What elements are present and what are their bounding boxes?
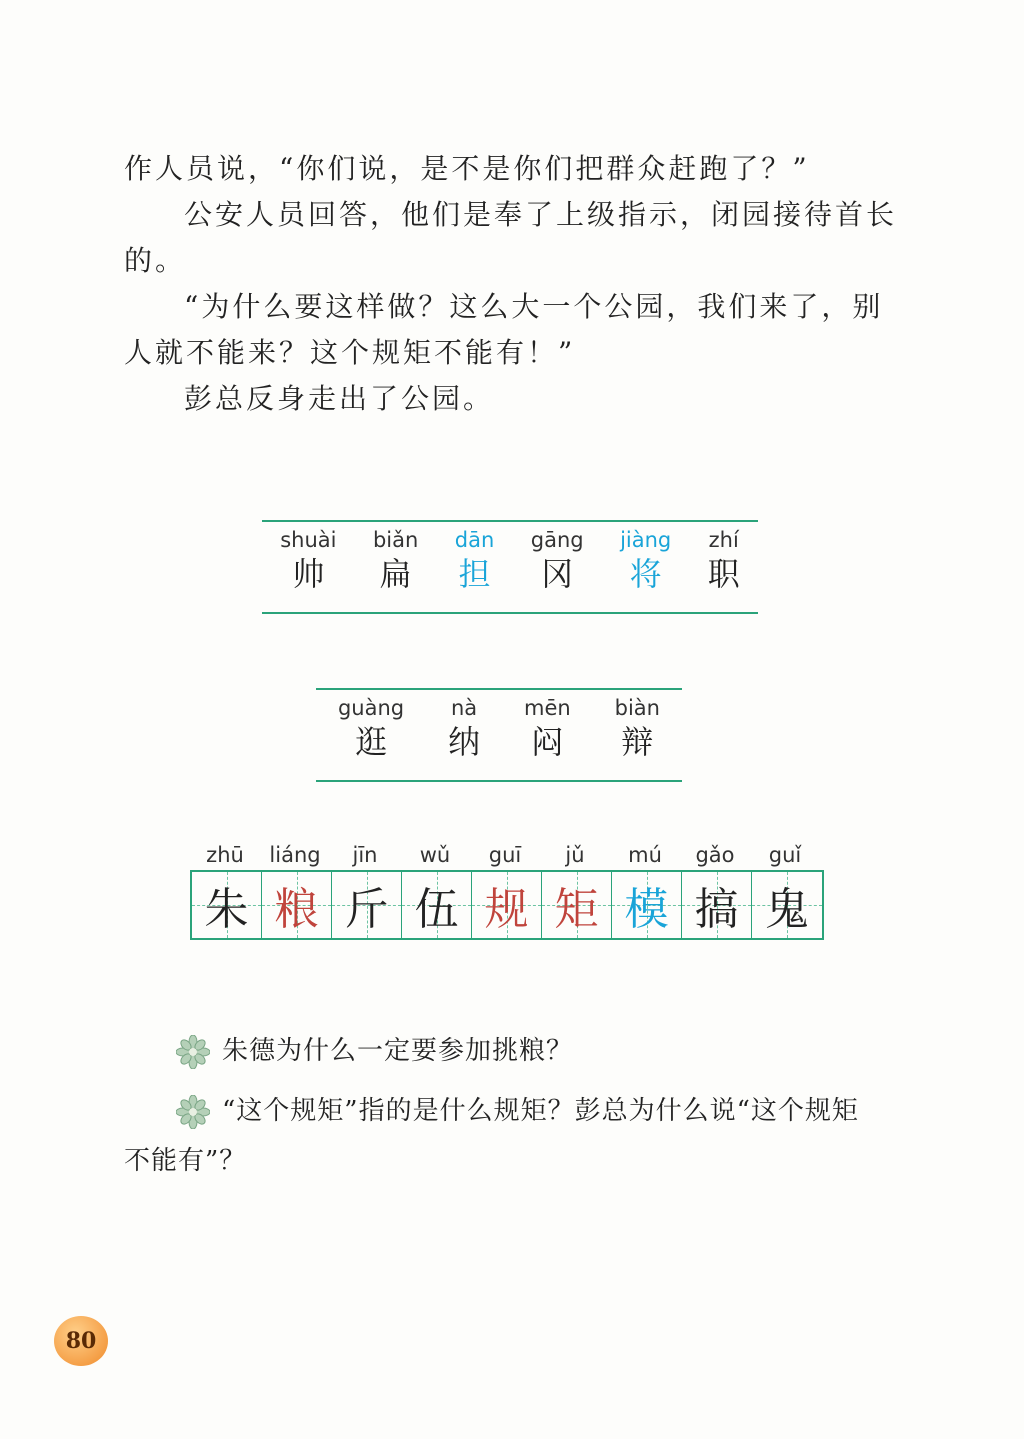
hanzi-character: 帅 — [292, 555, 325, 593]
question-2-text-line2: 不能有”？ — [124, 1146, 247, 1176]
hanzi-character: 纳 — [448, 723, 481, 761]
question-2 — [124, 1086, 904, 1186]
vocab-item — [524, 694, 571, 780]
flower-icon — [176, 1035, 210, 1069]
pinyin-label: jiàng — [620, 528, 672, 552]
story-paragraph-4: 彭总反身走出了公园。 — [184, 382, 495, 415]
hanzi-character: 逛 — [355, 723, 388, 761]
grid-pinyin: jǔ — [565, 843, 585, 867]
hanzi-character: 扁 — [379, 555, 412, 593]
grid-pinyin: guǐ — [768, 843, 802, 867]
vocab-box-polyphone — [316, 688, 682, 782]
grid-cell — [472, 872, 542, 938]
grid-cell — [192, 872, 262, 938]
grid-cell — [612, 872, 682, 938]
story-paragraph-3: “为什么要这样做？这么大一个公园，我们来了，别人就不能来？这个规矩不能有！” — [124, 290, 884, 369]
vocab-box-recognize — [262, 520, 758, 614]
story-text — [124, 146, 900, 422]
hanzi-character: 职 — [707, 555, 740, 593]
story-line-1: 作人员说，“你们说，是不是你们把群众赶跑了？” — [124, 152, 810, 185]
vocab-item — [620, 526, 671, 612]
grid-cell — [682, 872, 752, 938]
flower-icon — [176, 1095, 210, 1129]
vocab-item — [531, 526, 584, 612]
grid-pinyin: guī — [488, 843, 522, 867]
grid-character: 斤 — [344, 884, 389, 935]
hanzi-character: 冈 — [541, 555, 574, 593]
vocab-item — [280, 526, 336, 612]
writing-grid — [190, 870, 824, 940]
grid-character: 模 — [624, 884, 669, 935]
pinyin-label: mēn — [524, 696, 571, 720]
pinyin-label: biàn — [614, 696, 660, 720]
grid-character: 伍 — [414, 884, 459, 935]
grid-cell — [402, 872, 472, 938]
grid-pinyin: jīn — [352, 843, 378, 867]
grid-character: 矩 — [554, 884, 599, 935]
grid-character: 朱 — [204, 884, 249, 935]
grid-cell — [542, 872, 612, 938]
story-paragraph-2: 公安人员回答，他们是奉了上级指示，闭园接待首长的。 — [124, 198, 898, 277]
writing-grid-pinyin-row — [190, 840, 822, 870]
grid-cell — [752, 872, 822, 938]
pinyin-label: nà — [450, 696, 478, 720]
hanzi-character: 担 — [458, 555, 491, 593]
grid-character: 鬼 — [765, 884, 809, 935]
hanzi-character: 辩 — [621, 723, 654, 761]
pinyin-label: gāng — [530, 528, 584, 552]
vocab-item — [708, 526, 740, 612]
vocab-item — [338, 694, 404, 780]
pinyin-label: dān — [454, 528, 495, 552]
pinyin-label: zhí — [708, 528, 739, 552]
grid-character: 搞 — [694, 884, 739, 935]
question-2-text-line1: “这个规矩”指的是什么规矩？彭总为什么说“这个规矩 — [222, 1096, 859, 1126]
pinyin-label: guàng — [337, 696, 405, 720]
grid-character: 粮 — [274, 884, 319, 935]
vocab-item — [373, 526, 418, 612]
question-1-text: 朱德为什么一定要参加挑粮？ — [222, 1036, 574, 1066]
grid-pinyin: zhū — [206, 843, 244, 867]
grid-cell — [332, 872, 402, 938]
vocab-item — [615, 694, 660, 780]
grid-character: 规 — [484, 884, 529, 935]
writing-grid-section — [190, 840, 822, 940]
grid-pinyin: liáng — [269, 843, 321, 867]
pinyin-label: shuài — [280, 528, 337, 552]
grid-cell — [262, 872, 332, 938]
hanzi-character: 将 — [629, 555, 662, 593]
vocab-item — [455, 526, 495, 612]
grid-pinyin: mú — [628, 843, 662, 867]
page-number-badge: 80 — [54, 1316, 108, 1366]
hanzi-character: 闷 — [531, 723, 564, 761]
question-1 — [176, 1026, 573, 1076]
grid-pinyin: wǔ — [419, 843, 451, 867]
grid-pinyin: gǎo — [695, 843, 735, 867]
pinyin-label: biǎn — [372, 528, 419, 552]
vocab-item — [448, 694, 480, 780]
